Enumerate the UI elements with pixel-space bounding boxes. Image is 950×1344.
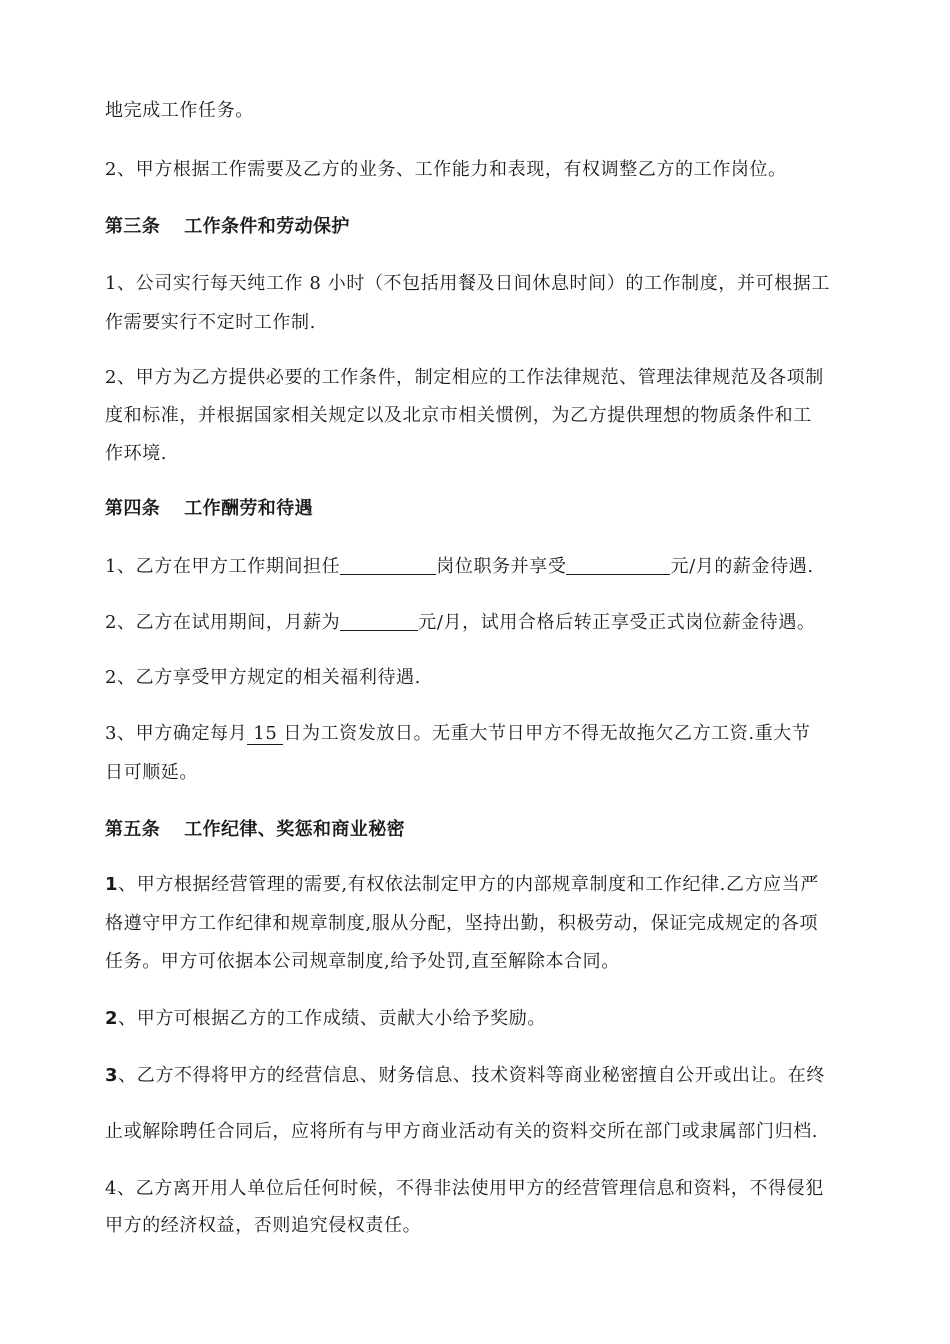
- section-heading-4: [105, 497, 313, 521]
- text-segment: 元/月的薪金待遇.: [670, 556, 814, 577]
- paragraph-line: [105, 1064, 825, 1088]
- text-segment: 、甲方根据经营管理的需要,有权依法制定甲方的内部规章制度和工作纪律.乙方应当严: [118, 874, 819, 895]
- paragraph-line: 度和标准，并根据国家相关规定以及北京市相关惯例，为乙方提供理想的物质条件和工: [105, 405, 812, 426]
- salary-line: [105, 554, 814, 579]
- payday-line: [105, 722, 811, 746]
- paragraph-line: 2、乙方享受甲方规定的相关福利待遇.: [105, 667, 421, 688]
- paragraph-line: 2、甲方根据工作需要及乙方的业务、工作能力和表现，有权调整乙方的工作岗位。: [105, 159, 787, 180]
- payday-value: 15: [247, 724, 283, 745]
- section-title: 工作条件和劳动保护: [184, 216, 350, 237]
- text-segment: 元/月，试用合格后转正享受正式岗位薪金待遇。: [418, 612, 816, 633]
- paragraph-line: 作需要实行不定时工作制.: [105, 312, 316, 333]
- paragraph-line: 作环境.: [105, 443, 168, 464]
- text-segment: 、甲方可根据乙方的工作成绩、贡献大小给予奖励。: [118, 1008, 546, 1029]
- paragraph-line: [105, 1007, 546, 1031]
- text-segment: 2、乙方在试用期间，月薪为: [105, 612, 341, 633]
- item-number: 3: [105, 1065, 119, 1086]
- paragraph-line: 2、甲方为乙方提供必要的工作条件，制定相应的工作法律规范、管理法律规范及各项制: [105, 367, 824, 388]
- text-segment: 日为工资发放日。无重大节日甲方不得无故拖欠乙方工资.重大节: [283, 723, 811, 744]
- section-heading-3: [105, 215, 350, 239]
- paragraph-line: 1、公司实行每天纯工作 8 小时（不包括用餐及日间休息时间）的工作制度，并可根据工: [105, 273, 830, 294]
- section-label: 第五条: [105, 819, 161, 840]
- section-title: 工作酬劳和待遇: [184, 498, 314, 519]
- section-title: 工作纪律、奖惩和商业秘密: [184, 819, 406, 840]
- text-segment: 岗位职务并享受: [436, 556, 567, 577]
- paragraph-line: 甲方的经济权益，否则追究侵权责任。: [105, 1215, 422, 1236]
- section-label: 第四条: [105, 498, 161, 519]
- item-number: 1: [105, 874, 119, 895]
- text-segment: 、乙方不得将甲方的经营信息、财务信息、技术资料等商业秘密擅自公开或出让。在终: [118, 1065, 825, 1086]
- paragraph-line: 日可顺延。: [105, 762, 198, 783]
- probation-line: [105, 610, 816, 635]
- paragraph-line: [105, 873, 819, 897]
- paragraph-line: 止或解除聘任合同后，应将所有与甲方商业活动有关的资料交所在部门或隶属部门归档.: [105, 1121, 819, 1142]
- paragraph-line: 格遵守甲方工作纪律和规章制度,服从分配，坚持出勤，积极劳动，保证完成规定的各项: [105, 913, 819, 934]
- probation-salary-blank: [340, 610, 418, 631]
- section-label: 第三条: [105, 216, 161, 237]
- item-number: 2: [105, 1008, 119, 1029]
- paragraph-line: 任务。甲方可依据本公司规章制度,给予处罚,直至解除本合同。: [105, 951, 620, 972]
- text-segment: 3、甲方确定每月: [105, 723, 248, 744]
- section-heading-5: [105, 818, 405, 842]
- position-blank: [340, 554, 436, 575]
- paragraph-line: 4、乙方离开用人单位后任何时候，不得非法使用甲方的经营管理信息和资料，不得侵犯: [105, 1178, 824, 1199]
- salary-blank: [566, 554, 670, 575]
- paragraph-line: 地完成工作任务。: [105, 100, 254, 121]
- text-segment: 1、乙方在甲方工作期间担任: [105, 556, 341, 577]
